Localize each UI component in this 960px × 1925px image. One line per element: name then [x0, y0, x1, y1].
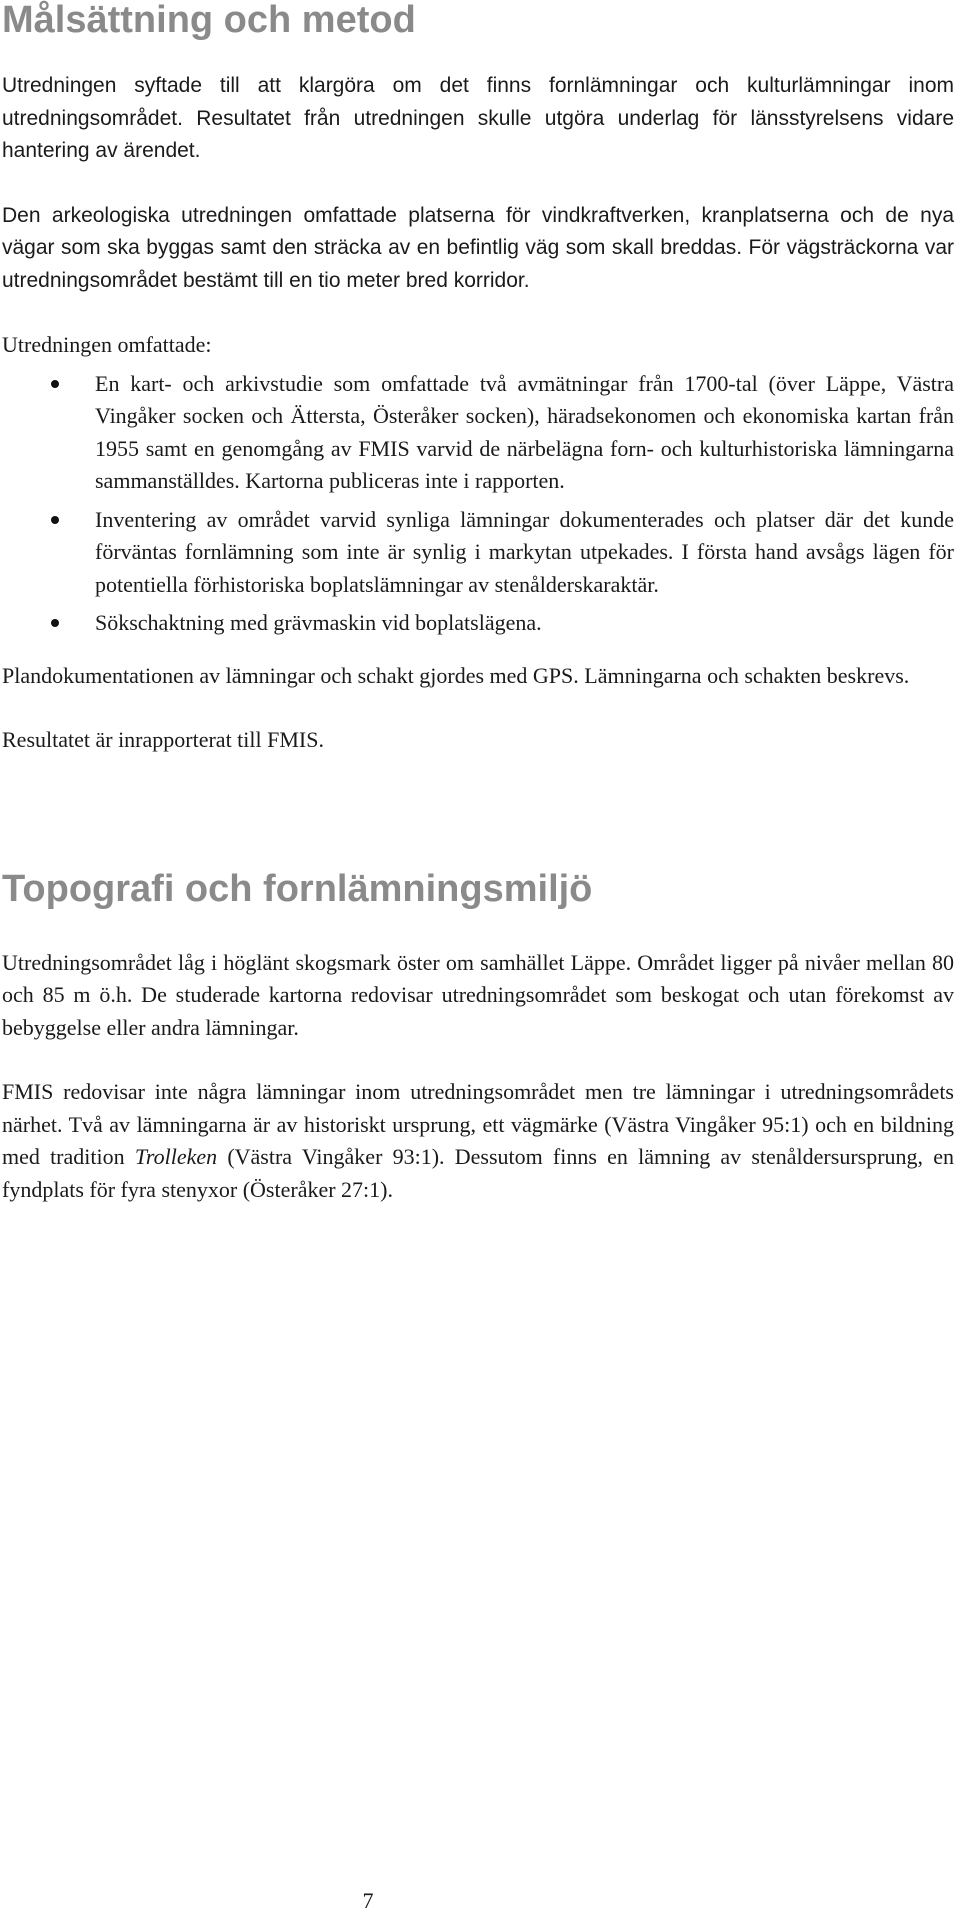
- list-item-text: Inventering av området varvid synliga lämningar dokumenterades och platser där det kunde förväntas fornlämning som inte är synlig i markytan utpekades. I första hand avsågs lägen för potentiella förhistoriska boplatslämningar av stenålderskaraktär.: [95, 506, 954, 597]
- bullet-icon: [51, 380, 59, 388]
- section-heading-topografi: Topografi och fornlämningsmiljö: [2, 867, 593, 910]
- list-item: [2, 504, 954, 602]
- document-page: [2, 0, 954, 1206]
- bullet-icon: [51, 619, 59, 627]
- paragraph-fmis: [2, 1076, 954, 1206]
- list-item-text: Sökschaktning med grävmaskin vid boplatslägena.: [95, 610, 542, 635]
- list-intro: Utredningen omfattade:: [2, 332, 212, 357]
- paragraph-topography: Utredningsområdet låg i höglänt skogsmark öster om samhället Läppe. Området ligger på nivåer mellan 80 och 85 m ö.h. De studerade kartorna redovisar utredningsområdet som beskogat och utan förekomst av bebyggelse eller andra lämningar.: [2, 949, 954, 1040]
- bullet-icon: [51, 516, 59, 524]
- section-heading-malsattning: Målsättning och metod: [2, 0, 416, 41]
- list-item: [2, 607, 954, 640]
- method-list: [2, 368, 954, 640]
- paragraph-fmis-part2: (Västra Vingåker 93:1). Dessutom finns en lämning av stenåldersursprung, en fyndplats för fyra stenyxor (Österåker 27:1).: [2, 1144, 954, 1202]
- paragraph-purpose: Utredningen syftade till att klargöra om det finns fornlämningar och kulturlämningar inom utredningsområdet. Resultatet från utredningen skulle utgöra underlag för länsstyrelsens vidare hantering av ärendet.: [2, 74, 954, 162]
- page-number: 7: [362, 1888, 374, 1913]
- paragraph-fmis-italic: Trolleken: [134, 1144, 218, 1169]
- list-item: [2, 368, 954, 498]
- paragraph-scope: Den arkeologiska utredningen omfattade platserna för vindkraftverken, kranplatserna och de nya vägar som ska byggas samt den sträcka av en befintlig väg som skall breddas. För vägsträckorna var utredningsområdet bestämt till en tio meter bred korridor.: [2, 203, 954, 292]
- list-item-text: En kart- och arkivstudie som omfattade två avmätningar från 1700-tal (över Läppe, Västra Vingåker socken och Ättersta, Österåker socken), häradsekonomen och ekonomiska kartan från 1955 samt en genomgång av FMIS varvid de närbelägna forn- och kulturhistoriska lämningarna sammanställdes. Kartorna publiceras inte i rapporten.: [95, 370, 954, 493]
- paragraph-reporting: Resultatet är inrapporterat till FMIS.: [2, 727, 324, 752]
- paragraph-documentation: Plandokumentationen av lämningar och schakt gjordes med GPS. Lämningarna och schakten beskrevs.: [2, 662, 910, 688]
- paragraph-fmis-part1: FMIS redovisar inte några lämningar inom utredningsområdet men tre lämningar i utredningsområdets närhet. Två av lämningarna är av historiskt ursprung, ett vägmärke (Västra Vingåker 95:1) och en bildning med tradition: [2, 1079, 954, 1169]
